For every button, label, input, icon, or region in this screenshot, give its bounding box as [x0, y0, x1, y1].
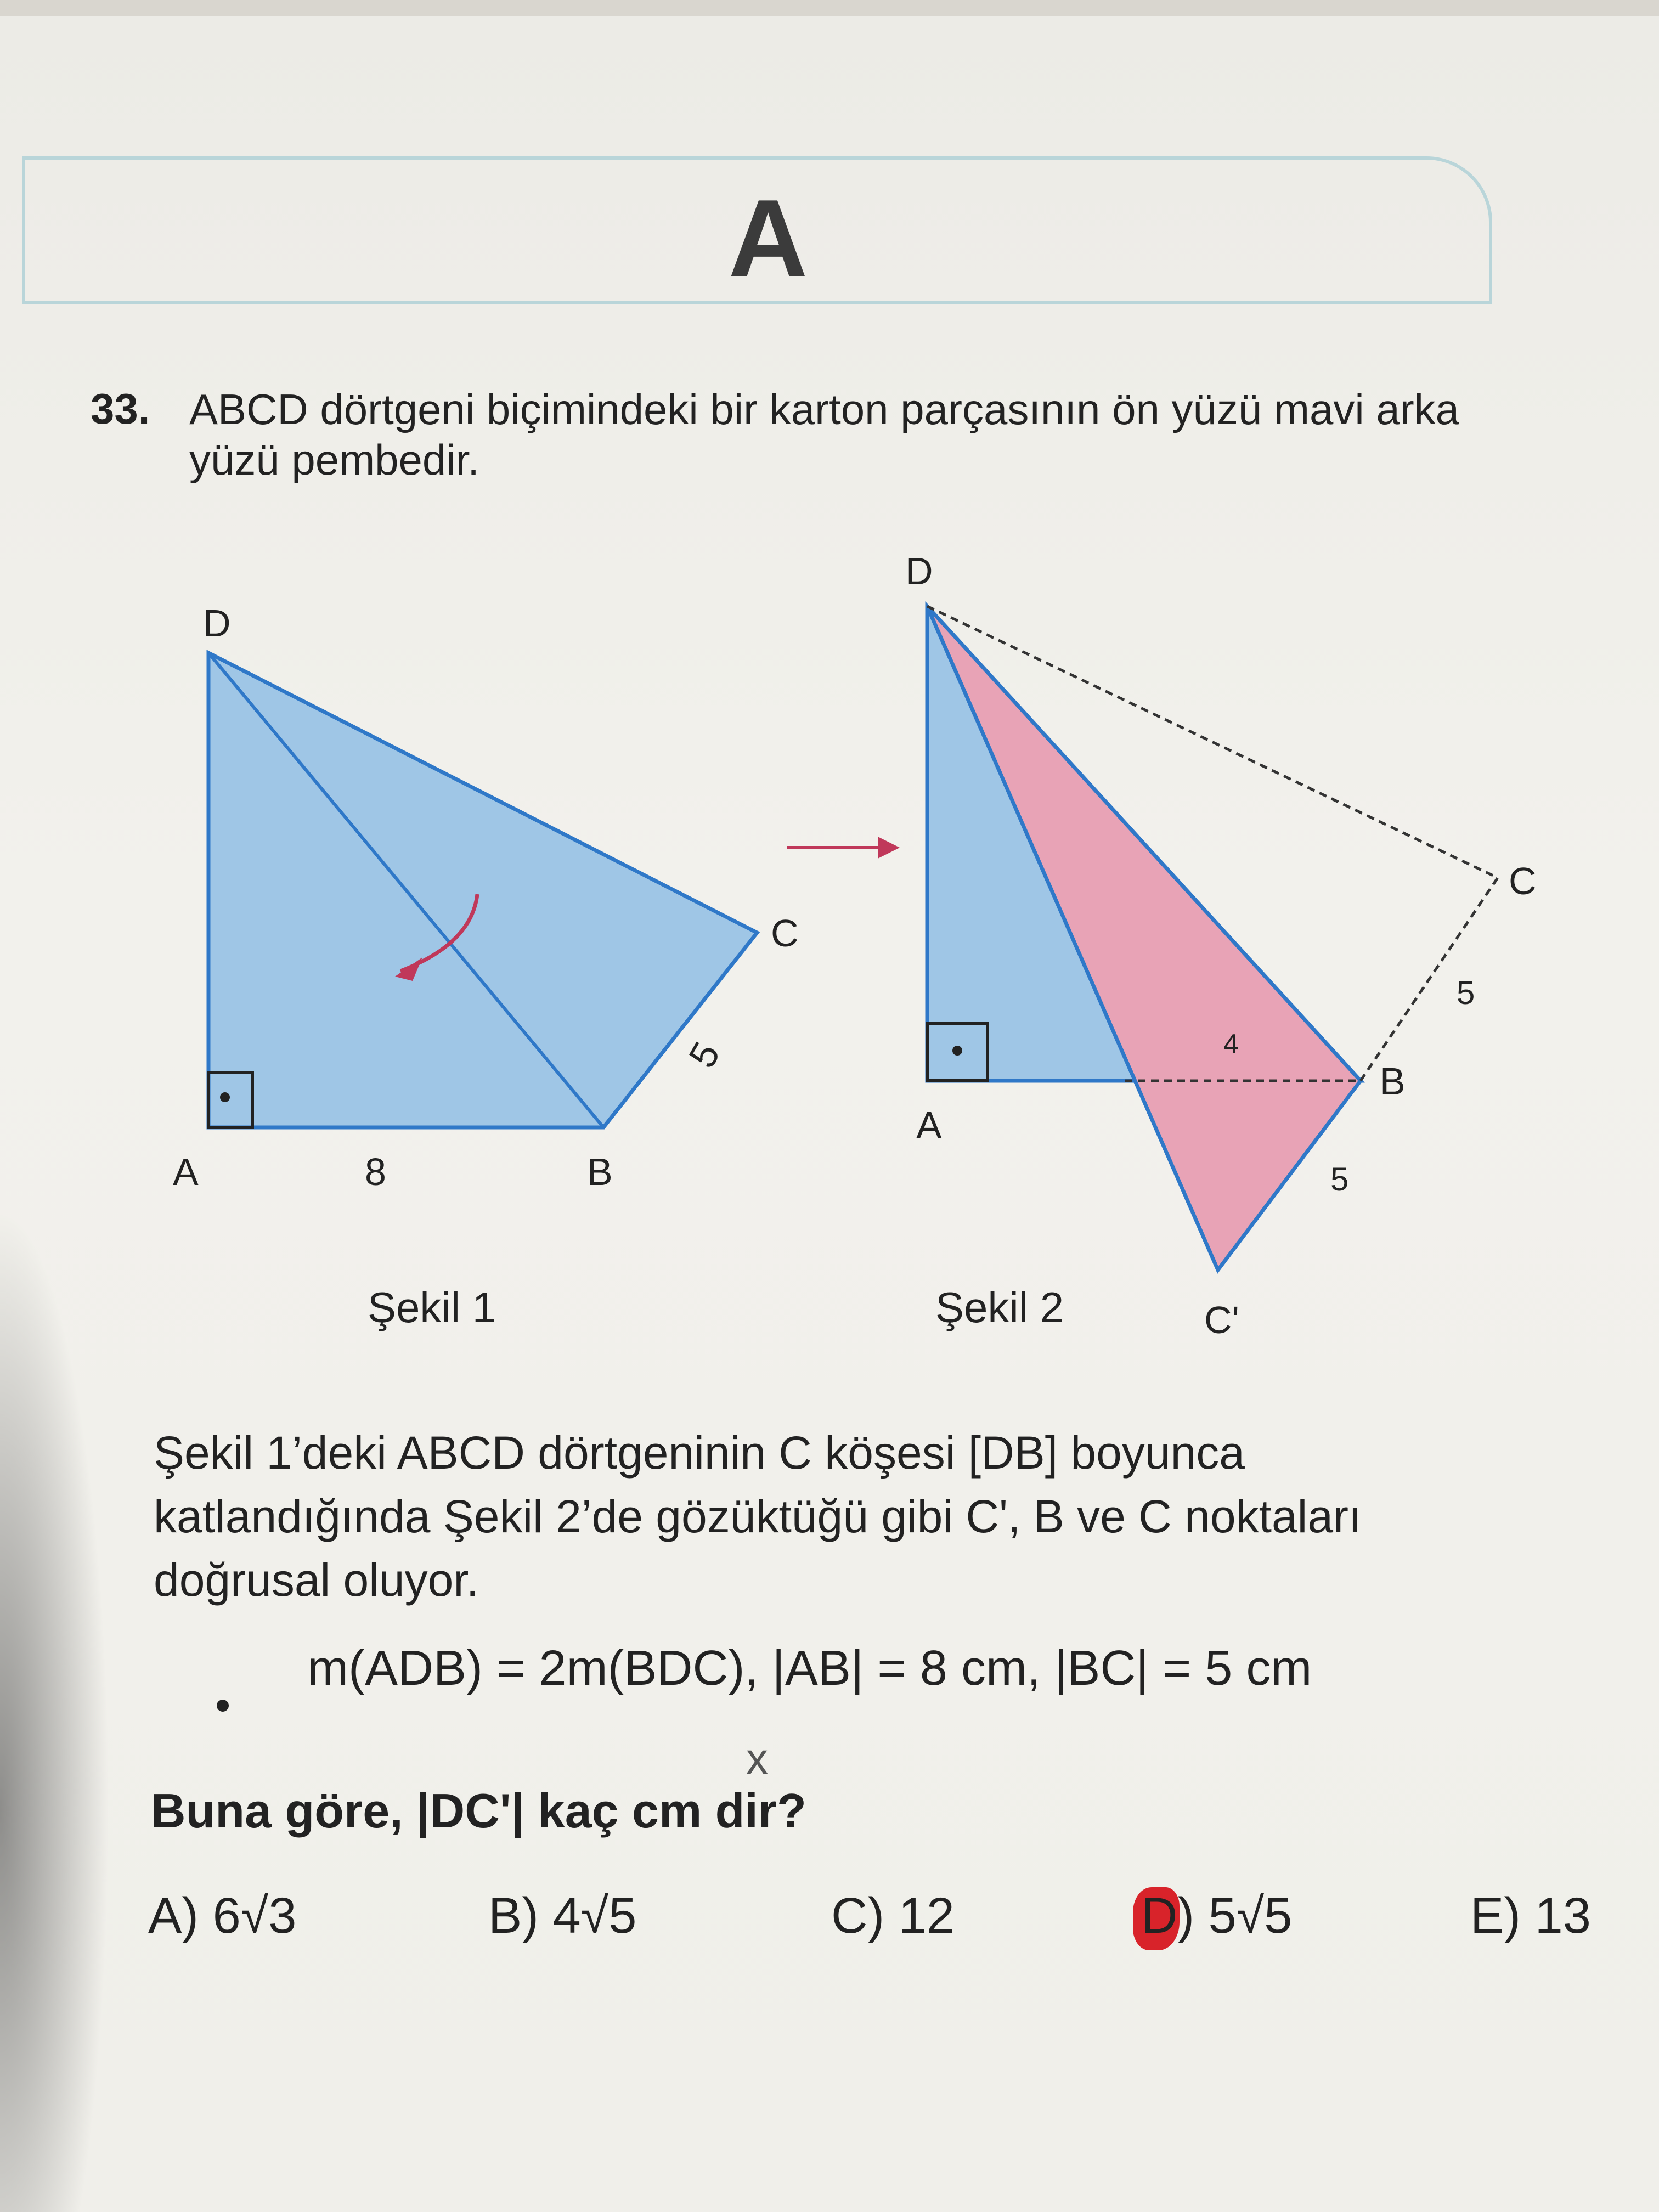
right-angle-dot-a: [220, 1092, 230, 1102]
caption-figure-1: Şekil 1: [368, 1283, 496, 1331]
bullet-icon: [217, 1700, 229, 1712]
choice-c-value: 12: [898, 1888, 955, 1944]
label-d-2: D: [905, 550, 933, 592]
transition-arrow: [787, 837, 900, 859]
label-b-1: B: [587, 1150, 613, 1193]
choice-a-value: 6√3: [212, 1888, 297, 1944]
figure-1: [173, 602, 799, 1331]
dashed-bc: [1361, 878, 1498, 1081]
label-a-1: A: [173, 1150, 199, 1193]
question-body: Şekil 1’deki ABCD dörtgeninin C köşesi [DB] boyunca katlandığında Şekil 2’de gözüktüğü gibi C', B ve C noktaları doğrusal oluyor.: [154, 1427, 1362, 1606]
label-c-2: C: [1509, 860, 1537, 902]
label-ab-length: 8: [365, 1150, 386, 1193]
choice-d-value: 5√5: [1208, 1888, 1293, 1944]
booklet-letter: A: [728, 177, 808, 300]
quad-abcd: [208, 653, 757, 1127]
label-c-prime: C': [1204, 1299, 1239, 1341]
choice-d[interactable]: [1141, 1887, 1292, 1945]
pencil-x-mark: x: [746, 1734, 768, 1783]
choice-c[interactable]: [831, 1887, 955, 1945]
label-bc-length: 5: [680, 1035, 729, 1075]
choice-a[interactable]: [148, 1887, 296, 1945]
choice-d-letter: D): [1141, 1888, 1195, 1944]
caption-figure-2: Şekil 2: [935, 1283, 1064, 1331]
choice-e-letter: E): [1470, 1888, 1521, 1944]
choice-b-value: 4√5: [552, 1888, 637, 1944]
handwritten-4: 4: [1223, 1029, 1239, 1059]
handwritten-5-lower: 5: [1330, 1161, 1349, 1198]
choice-b-letter: B): [488, 1888, 539, 1944]
label-d-1: D: [203, 602, 231, 645]
handwritten-5-upper: 5: [1457, 974, 1475, 1011]
question-number: 33.: [91, 385, 150, 433]
choice-b[interactable]: [488, 1887, 636, 1945]
label-a-2: A: [916, 1104, 942, 1147]
choice-c-letter: C): [831, 1888, 885, 1944]
figure-2: [905, 550, 1537, 1341]
choice-e[interactable]: [1470, 1887, 1591, 1945]
question-stem: ABCD dörtgeni biçimindeki bir karton parçasının ön yüzü mavi arka yüzü pembedir.: [189, 385, 1460, 484]
question-ask: Buna göre, |DC'| kaç cm dir?: [151, 1784, 806, 1838]
label-c-1: C: [771, 912, 799, 955]
choice-e-value: 13: [1534, 1888, 1591, 1944]
choice-a-letter: A): [148, 1888, 199, 1944]
label-b-2: B: [1380, 1060, 1406, 1103]
answer-choices: [0, 1887, 1659, 1953]
given-info: m(ADB) = 2m(BDC), |AB| = 8 cm, |BC| = 5 cm: [307, 1641, 1312, 1696]
right-angle-dot-a-2: [952, 1046, 962, 1056]
